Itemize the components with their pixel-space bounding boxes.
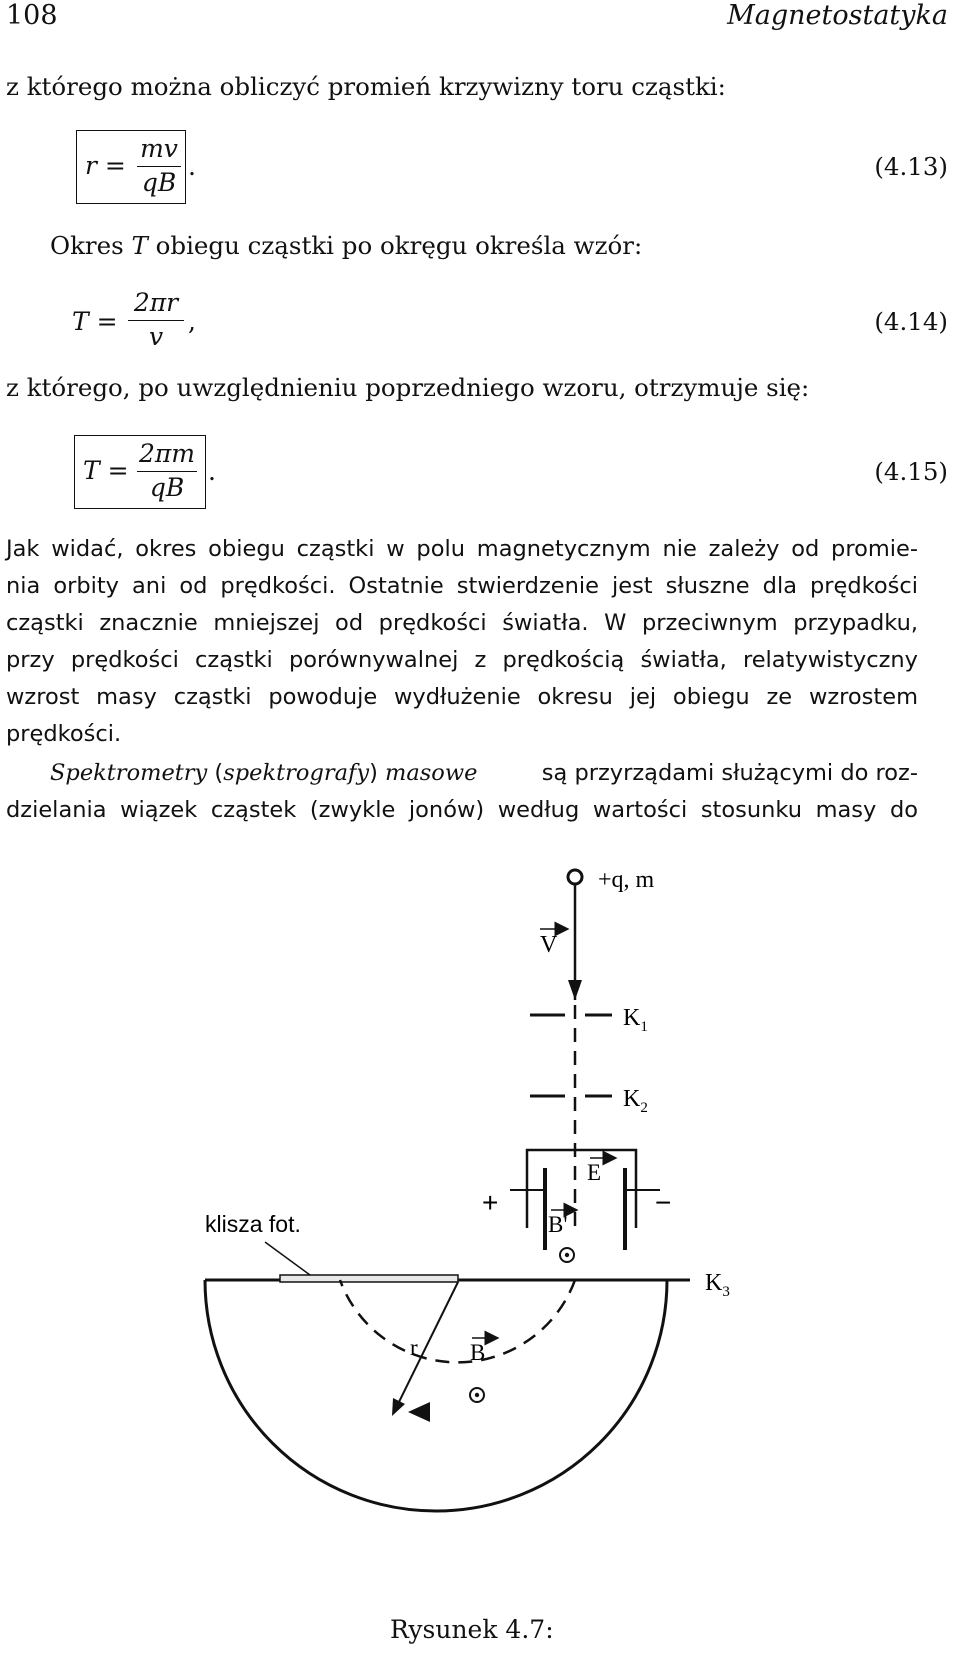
eq2-denominator: v	[148, 322, 164, 351]
para2-line-1-rest: są przyrządami służącymi do roz-	[541, 760, 918, 786]
eq3-numerator: 2πm	[138, 439, 196, 468]
photographic-plate	[280, 1275, 458, 1282]
equation-4-14	[72, 285, 212, 357]
page-number: 108	[6, 0, 58, 31]
b-outer-label: B	[470, 1340, 486, 1365]
equation-4-15-box	[74, 435, 206, 509]
trajectory-arrowhead	[408, 1402, 430, 1422]
para1-line-5: wzrost masy cząstki powoduje wydłużenie okresu jej obiegu ze wzrostem	[6, 684, 918, 710]
intro-line: z którego można obliczyć promień krzywizny toru cząstki:	[6, 72, 726, 101]
charge-label: +q, m	[598, 867, 655, 893]
para1-line-6: prędkości.	[6, 721, 122, 747]
eq2-tail: ,	[188, 307, 196, 336]
magnet-semicircle	[205, 1280, 667, 1511]
period-intro-line: Okres T obiegu cząstki po okręgu określa wzór:	[50, 231, 643, 260]
velocity-arrowhead	[568, 980, 582, 1000]
eq1-fraction	[137, 133, 181, 198]
para2-line-2: dzielania wiązek cząstek (zwykle jonów) według wartości stosunku masy do	[6, 797, 918, 823]
para1-line-4: przy prędkości cząstki porównywalnej z prędkością światła, relatywistyczny	[6, 647, 918, 673]
plate-label: klisza fot.	[205, 1211, 301, 1237]
para2-line-1: Spektrometry (spektrografy) masowe są przyrządami służącymi do roz-	[50, 760, 918, 786]
k3-label: $K_3$	[705, 1270, 730, 1300]
minus-label: −	[655, 1187, 672, 1218]
b-inner-label: B'	[548, 1212, 568, 1237]
eq1-numerator: mv	[140, 134, 178, 163]
particle-source-dot	[568, 870, 582, 884]
term-masowe: masowe	[385, 760, 478, 786]
eq3-tail: .	[208, 457, 216, 486]
intro3-line: z którego, po uwzględnieniu poprzedniego wzoru, otrzymuje się:	[6, 373, 810, 402]
velocity-label: V	[540, 932, 558, 958]
eq1-denominator: qB	[141, 168, 177, 197]
eq3-lhs: T =	[83, 456, 129, 485]
para1-line-1: Jak widać, okres obiegu cząstki w polu magnetycznym nie zależy od promie-	[6, 536, 918, 562]
k1-label: $K_1$	[623, 1005, 648, 1035]
eq2-numerator: 2πr	[133, 288, 179, 317]
radius-line	[397, 1282, 458, 1406]
eq2-lhs: T =	[72, 307, 118, 336]
k2-label: $K_2$	[623, 1086, 648, 1116]
ion-trajectory-dashed	[340, 1280, 575, 1362]
eq1-tail: .	[188, 152, 196, 181]
eq3-number: (4.15)	[874, 457, 948, 486]
eq1-number: (4.13)	[874, 152, 948, 181]
para1-line-2: nia orbity ani od prędkości. Ostatnie stwierdzenie jest słuszne dla prędkości	[6, 573, 918, 599]
eq2-number: (4.14)	[874, 307, 948, 336]
e-field-label: E	[587, 1160, 602, 1185]
plate-pointer	[265, 1242, 310, 1275]
term-spektrometry: Spektrometry	[50, 760, 208, 786]
eq3-denominator: qB	[149, 473, 185, 502]
eq2-fraction	[128, 287, 184, 352]
equation-4-13-box	[76, 130, 186, 204]
radius-label: r	[410, 1335, 418, 1360]
chapter-title: Magnetostatyka	[727, 0, 948, 31]
eq1-lhs: r =	[85, 151, 126, 180]
plus-label: +	[482, 1187, 499, 1218]
eq3-fraction	[137, 438, 197, 503]
term-spektrografy: spektrografy	[223, 760, 370, 786]
mass-spectrometer-figure	[0, 850, 960, 1610]
figure-caption: Rysunek 4.7:	[390, 1615, 554, 1644]
para1-line-3: cząstki znacznie mniejszej od prędkości światła. W przeciwnym przypadku,	[6, 610, 918, 636]
